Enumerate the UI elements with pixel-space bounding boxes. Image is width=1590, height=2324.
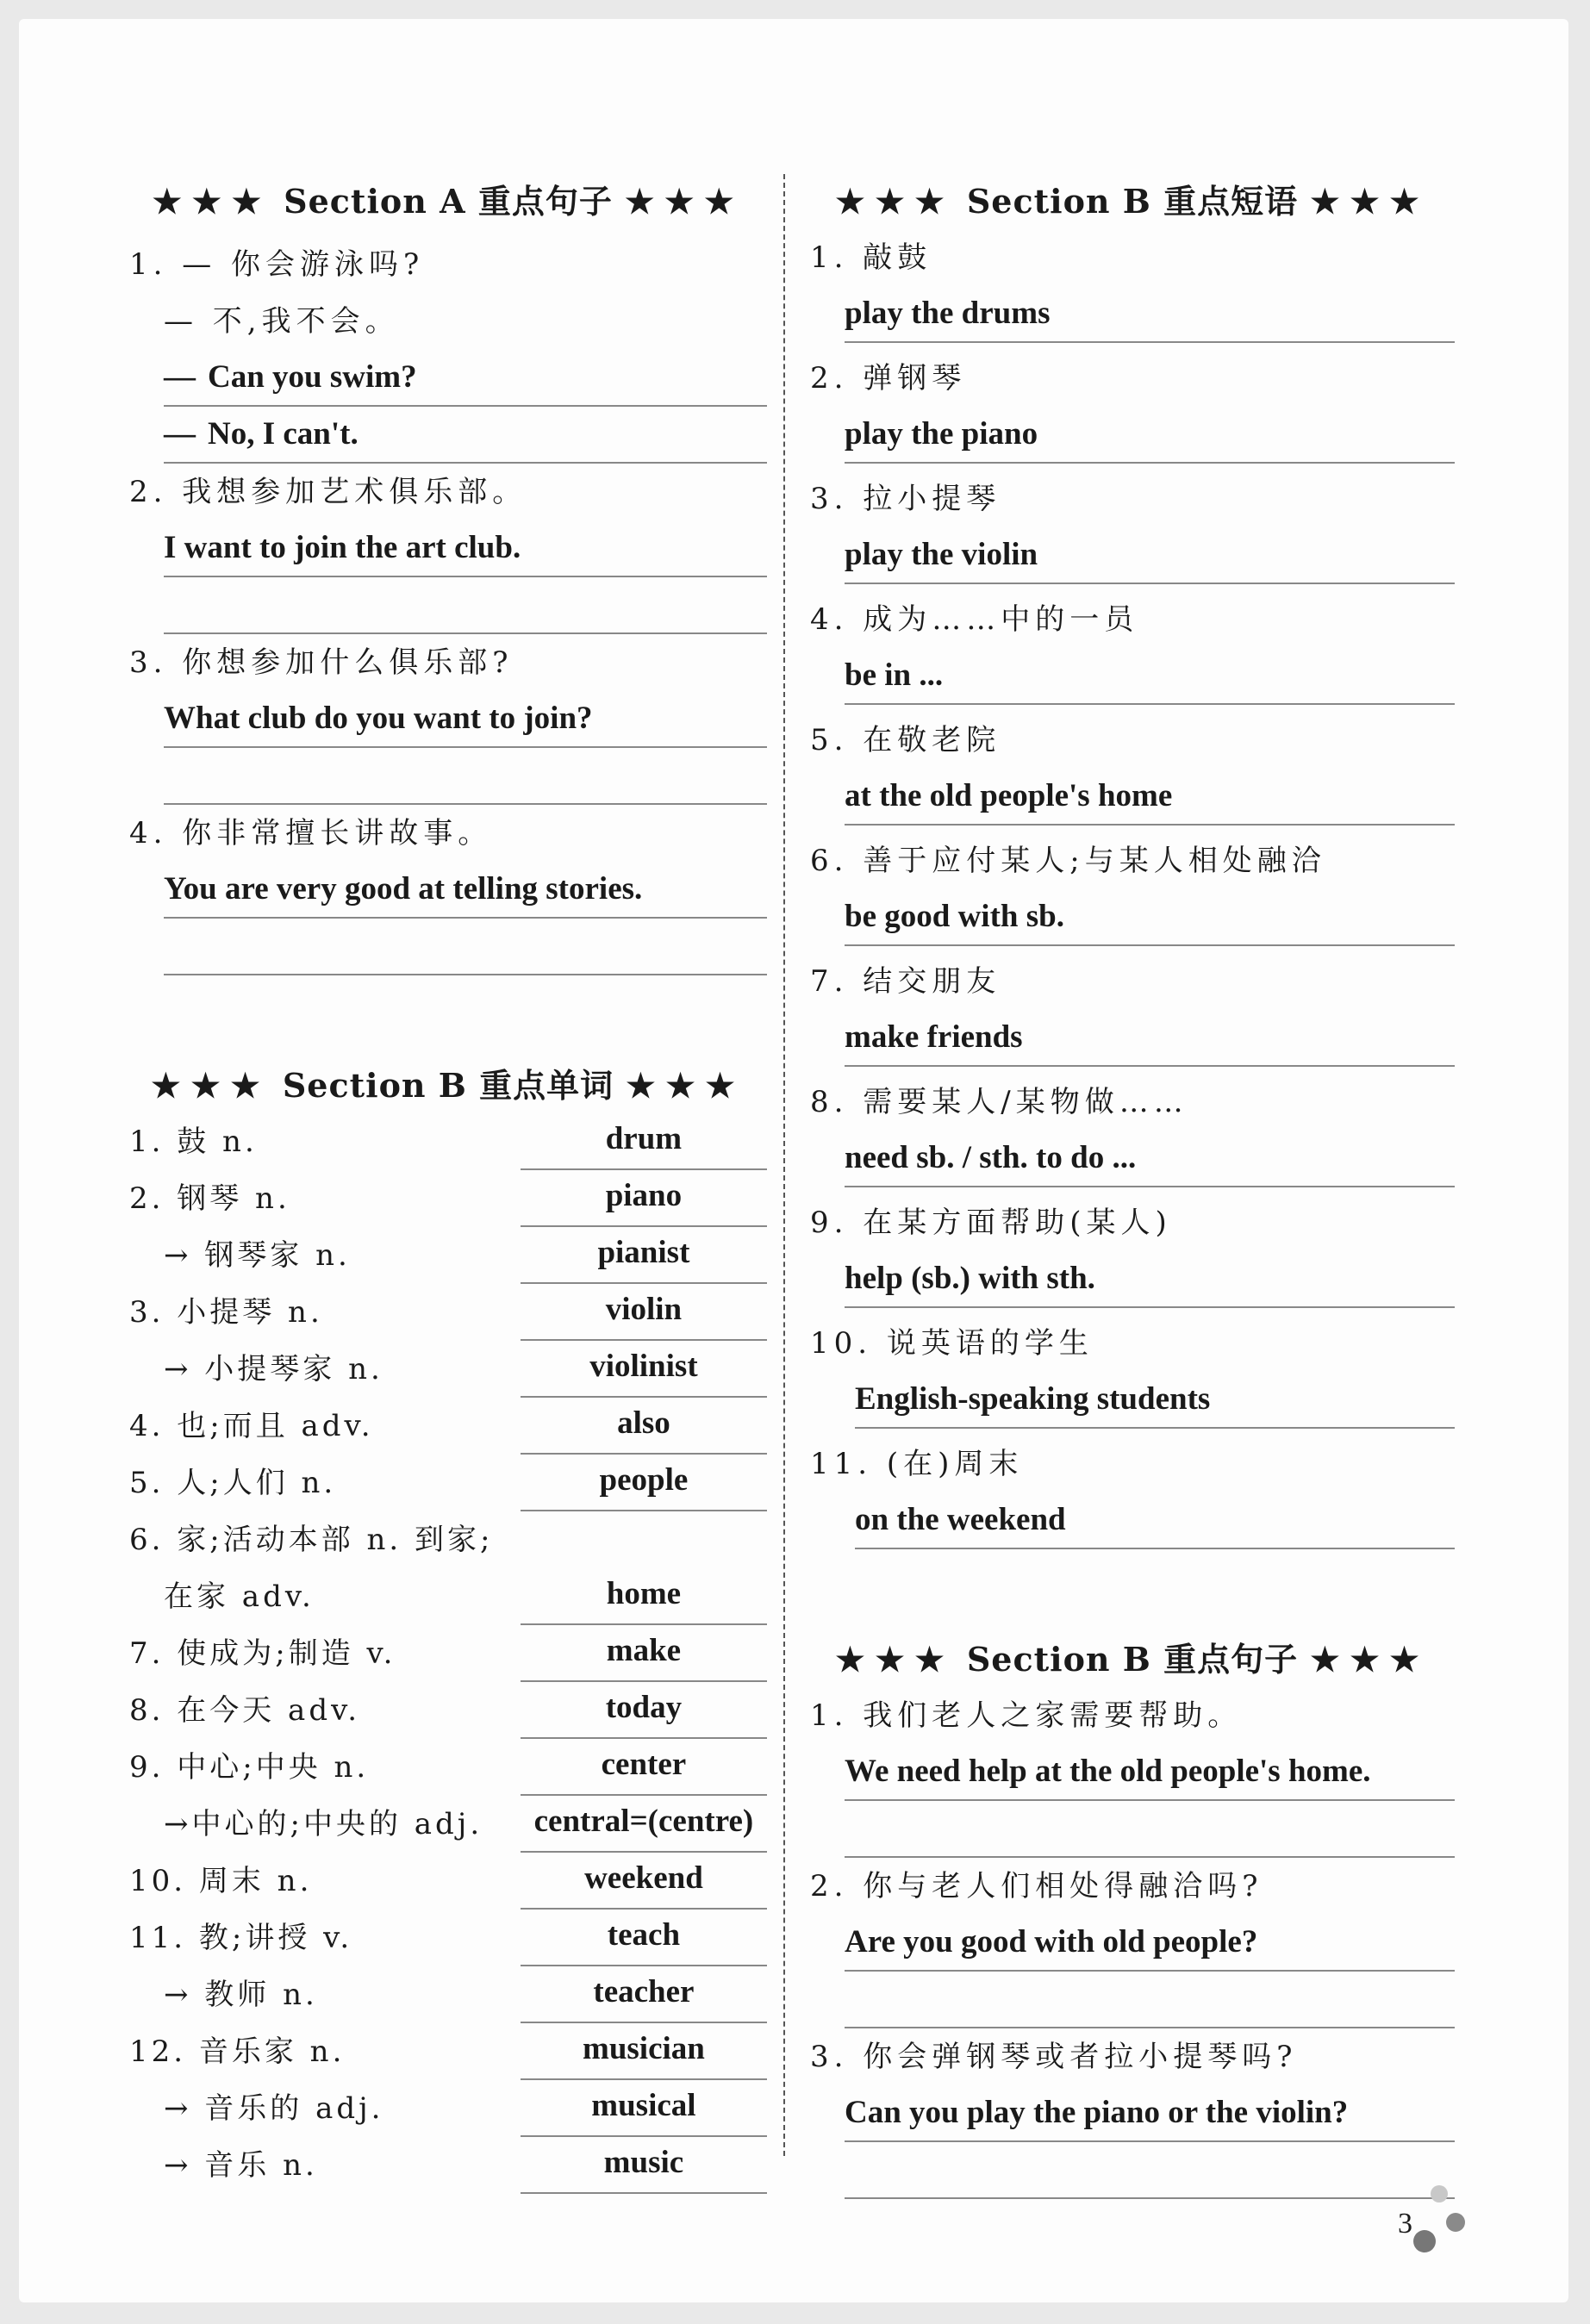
- phrase-en: be good with sb.: [845, 889, 1455, 946]
- phrase-en: be in ...: [845, 648, 1455, 705]
- sentence-cn: 3. 你会弹钢琴或者拉小提琴吗?: [810, 2040, 1298, 2074]
- phrase-cn: 8. 需要某人/某物做……: [810, 1085, 1188, 1119]
- phrase-cn: 9. 在某方面帮助(某人): [810, 1206, 1172, 1240]
- phrase-en: need sb. / sth. to do ...: [845, 1131, 1455, 1187]
- phrase-cn: 6. 善于应付某人;与某人相处融洽: [810, 844, 1326, 878]
- section-a-sentences-title: [129, 174, 767, 229]
- sentence-en: What club do you want to join?: [164, 691, 767, 748]
- phrase-en: play the violin: [845, 527, 1455, 584]
- section-b-phrases-title: [810, 174, 1455, 229]
- vocab-row: 4. 也;而且 adv. also: [129, 1398, 767, 1455]
- section-title-text: Section B 重点单词: [282, 1066, 614, 1105]
- vocab-row: → 小提琴家 n. violinist: [129, 1341, 767, 1398]
- sentence-en: You are very good at telling stories.: [164, 862, 767, 919]
- phrase-cn: 11. (在)周末: [810, 1447, 1024, 1481]
- sentence-en: I want to join the art club.: [164, 520, 767, 577]
- phrase-cn: 10. 说英语的学生: [810, 1326, 1094, 1361]
- vocab-row: 12. 音乐家 n. musician: [129, 2023, 767, 2080]
- phrase-en: play the drums: [845, 286, 1455, 343]
- column-divider: [783, 174, 785, 2156]
- answer-line: [164, 919, 767, 975]
- answer-line: [845, 1972, 1455, 2028]
- stars-icon: ★★★: [835, 1640, 955, 1679]
- sentence-cn: 1. — 你会游泳吗?: [129, 247, 425, 282]
- section-b-words-title: [129, 1058, 767, 1113]
- stars-icon: ★★★: [625, 182, 745, 221]
- phrase-cn: 4. 成为……中的一员: [810, 602, 1139, 637]
- answer-line: [164, 748, 767, 805]
- sentence-cn: — 不,我不会。: [164, 304, 400, 339]
- phrase-cn: 5. 在敬老院: [810, 723, 1001, 757]
- phrase-en: at the old people's home: [845, 769, 1455, 826]
- vocab-row: → 音乐 n. music: [129, 2137, 767, 2194]
- vocab-row: 1. 鼓 n. drum: [129, 1113, 767, 1170]
- phrase-cn: 2. 弹钢琴: [810, 361, 967, 396]
- stars-icon: ★★★: [1310, 1640, 1430, 1679]
- sentence-en: Are you good with old people?: [845, 1915, 1455, 1972]
- vocab-row: 6. 家;活动本部 n. 到家; 在家 adv. home: [129, 1511, 767, 1625]
- phrase-en: English-speaking students: [855, 1372, 1455, 1429]
- stars-icon: ★★★: [835, 182, 955, 221]
- left-column: [129, 174, 767, 2194]
- worksheet-page: [19, 19, 1568, 2302]
- vocab-row: 10. 周末 n. weekend: [129, 1853, 767, 1910]
- sentence-en: We need help at the old people's home.: [845, 1744, 1455, 1801]
- phrase-en: play the piano: [845, 407, 1455, 464]
- sentence-en: — No, I can't.: [164, 407, 767, 464]
- phrase-en: make friends: [845, 1010, 1455, 1067]
- answer-line: [845, 1801, 1455, 1858]
- phrase-en: on the weekend: [855, 1492, 1455, 1549]
- phrase-cn: 7. 结交朋友: [810, 964, 1001, 999]
- sentence-cn: 2. 我想参加艺术俱乐部。: [129, 475, 527, 509]
- sentence-cn: 1. 我们老人之家需要帮助。: [810, 1698, 1243, 1733]
- vocab-row: 3. 小提琴 n. violin: [129, 1284, 767, 1341]
- section-b-sentences-title: [810, 1632, 1455, 1687]
- answer-line: [845, 2142, 1455, 2199]
- vocab-row: 11. 教;讲授 v. teach: [129, 1910, 767, 1966]
- stars-icon: ★★★: [151, 1066, 271, 1105]
- vocab-row: →中心的;中央的 adj. central=(centre): [129, 1796, 767, 1853]
- phrase-cn: 1. 敲鼓: [810, 240, 932, 275]
- sentence-cn: 4. 你非常擅长讲故事。: [129, 816, 493, 850]
- sentence-en: — Can you swim?: [164, 350, 767, 407]
- vocab-row: 5. 人;人们 n. people: [129, 1455, 767, 1511]
- sentence-en: Can you play the piano or the violin?: [845, 2085, 1455, 2142]
- right-column: [810, 174, 1455, 2199]
- vocab-row: 7. 使成为;制造 v. make: [129, 1625, 767, 1682]
- answer-line: [164, 577, 767, 634]
- vocab-row: 2. 钢琴 n. piano: [129, 1170, 767, 1227]
- vocab-row: → 钢琴家 n. pianist: [129, 1227, 767, 1284]
- stars-icon: ★★★: [626, 1066, 745, 1105]
- section-title-text: Section A 重点句子: [284, 182, 613, 221]
- vocab-row: → 教师 n. teacher: [129, 1966, 767, 2023]
- sentence-cn: 3. 你想参加什么俱乐部?: [129, 645, 514, 680]
- phrase-cn: 3. 拉小提琴: [810, 482, 1001, 516]
- section-title-text: Section B 重点短语: [966, 182, 1299, 221]
- vocab-row: 8. 在今天 adv. today: [129, 1682, 767, 1739]
- vocab-row: → 音乐的 adj. musical: [129, 2080, 767, 2137]
- stars-icon: ★★★: [1310, 182, 1430, 221]
- section-title-text: Section B 重点句子: [966, 1640, 1299, 1679]
- vocab-row: 9. 中心;中央 n. center: [129, 1739, 767, 1796]
- phrase-en: help (sb.) with sth.: [845, 1251, 1455, 1308]
- stars-icon: ★★★: [152, 182, 271, 221]
- sentence-cn: 2. 你与老人们相处得融洽吗?: [810, 1869, 1263, 1903]
- page-number: 3: [1398, 2208, 1412, 2240]
